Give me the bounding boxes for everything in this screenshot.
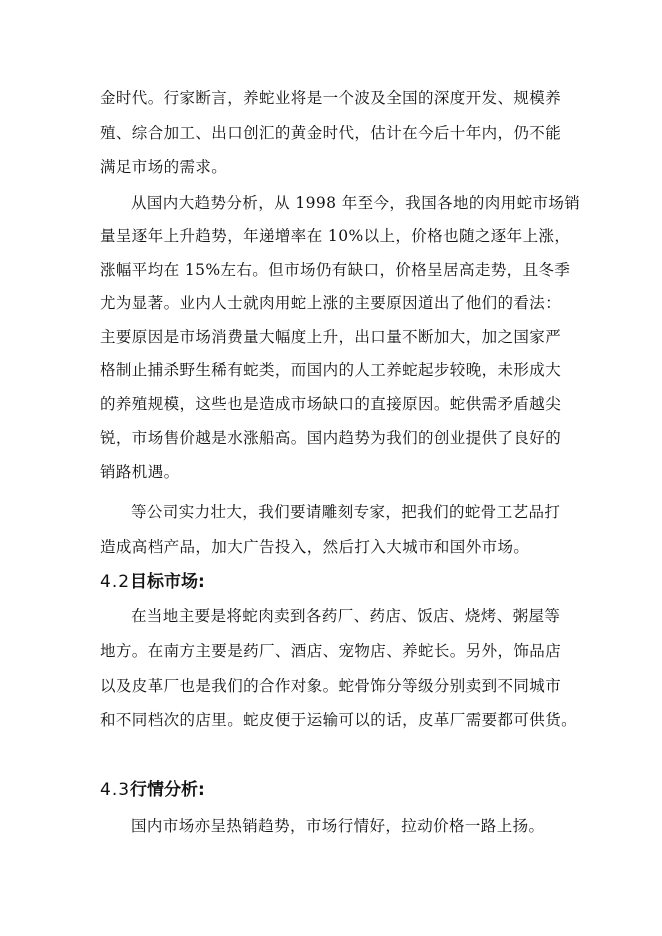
text-line: 销路机遇。 — [100, 463, 180, 481]
text-line: 和不同档次的店里。蛇皮便于运输可以的话，皮革厂需要都可供货。 — [100, 711, 578, 729]
section-title: 行情分析: — [130, 780, 205, 800]
text-line: 以及皮革厂也是我们的合作对象。蛇骨饰分等级分别卖到不同城市 — [100, 677, 562, 695]
text-line: 满足市场的需求。 — [100, 158, 228, 176]
text-line: 地方。在南方主要是药厂、酒店、宠物店、养蛇长。另外，饰品店 — [100, 642, 562, 660]
text-line: 在当地主要是将蛇肉卖到各药厂、药店、饭店、烧烤、粥屋等 — [131, 607, 561, 625]
text-line: 等公司实力壮大，我们要请雕刻专家，把我们的蛇骨工艺品打 — [131, 503, 561, 521]
section-heading-4-2 — [100, 570, 205, 594]
section-number: 4.3 — [100, 780, 131, 800]
text-line: 量呈逐年上升趋势，年递增率在 10%以上，价格也随之逐年上涨， — [100, 227, 571, 245]
text-line: 格制止捕杀野生稀有蛇类，而国内的人工养蛇起步较晚，未形成大 — [100, 361, 562, 379]
text-line: 主要原因是市场消费量大幅度上升，出口量不断加大，加之国家严 — [100, 328, 562, 346]
text-line: 锐，市场售价越是水涨船高。国内趋势为我们的创业提供了良好的 — [100, 429, 562, 447]
text-line: 涨幅平均在 15%左右。但市场仍有缺口，价格呈居高走势，且冬季 — [100, 261, 571, 279]
section-heading-4-3 — [100, 778, 205, 802]
text-line: 殖、综合加工、出口创汇的黄金时代，估计在今后十年内，仍不能 — [100, 124, 562, 142]
text-line: 尤为显著。业内人士就肉用蛇上涨的主要原因道出了他们的看法： — [100, 294, 562, 312]
text-line: 国内市场亦呈热销趋势，市场行情好，拉动价格一路上扬。 — [131, 817, 545, 835]
text-line: 金时代。行家断言，养蛇业将是一个波及全国的深度开发、规模养 — [100, 89, 562, 107]
section-title: 目标市场: — [130, 572, 205, 592]
section-number: 4.2 — [100, 572, 131, 592]
text-line: 造成高档产品，加大广告投入，然后打入大城市和国外市场。 — [100, 538, 530, 556]
text-line: 的养殖规模，这些也是造成市场缺口的直接原因。蛇供需矛盾越尖 — [100, 395, 562, 413]
text-line: 从国内大趋势分析，从 1998 年至今，我国各地的肉用蛇市场销 — [131, 194, 581, 212]
